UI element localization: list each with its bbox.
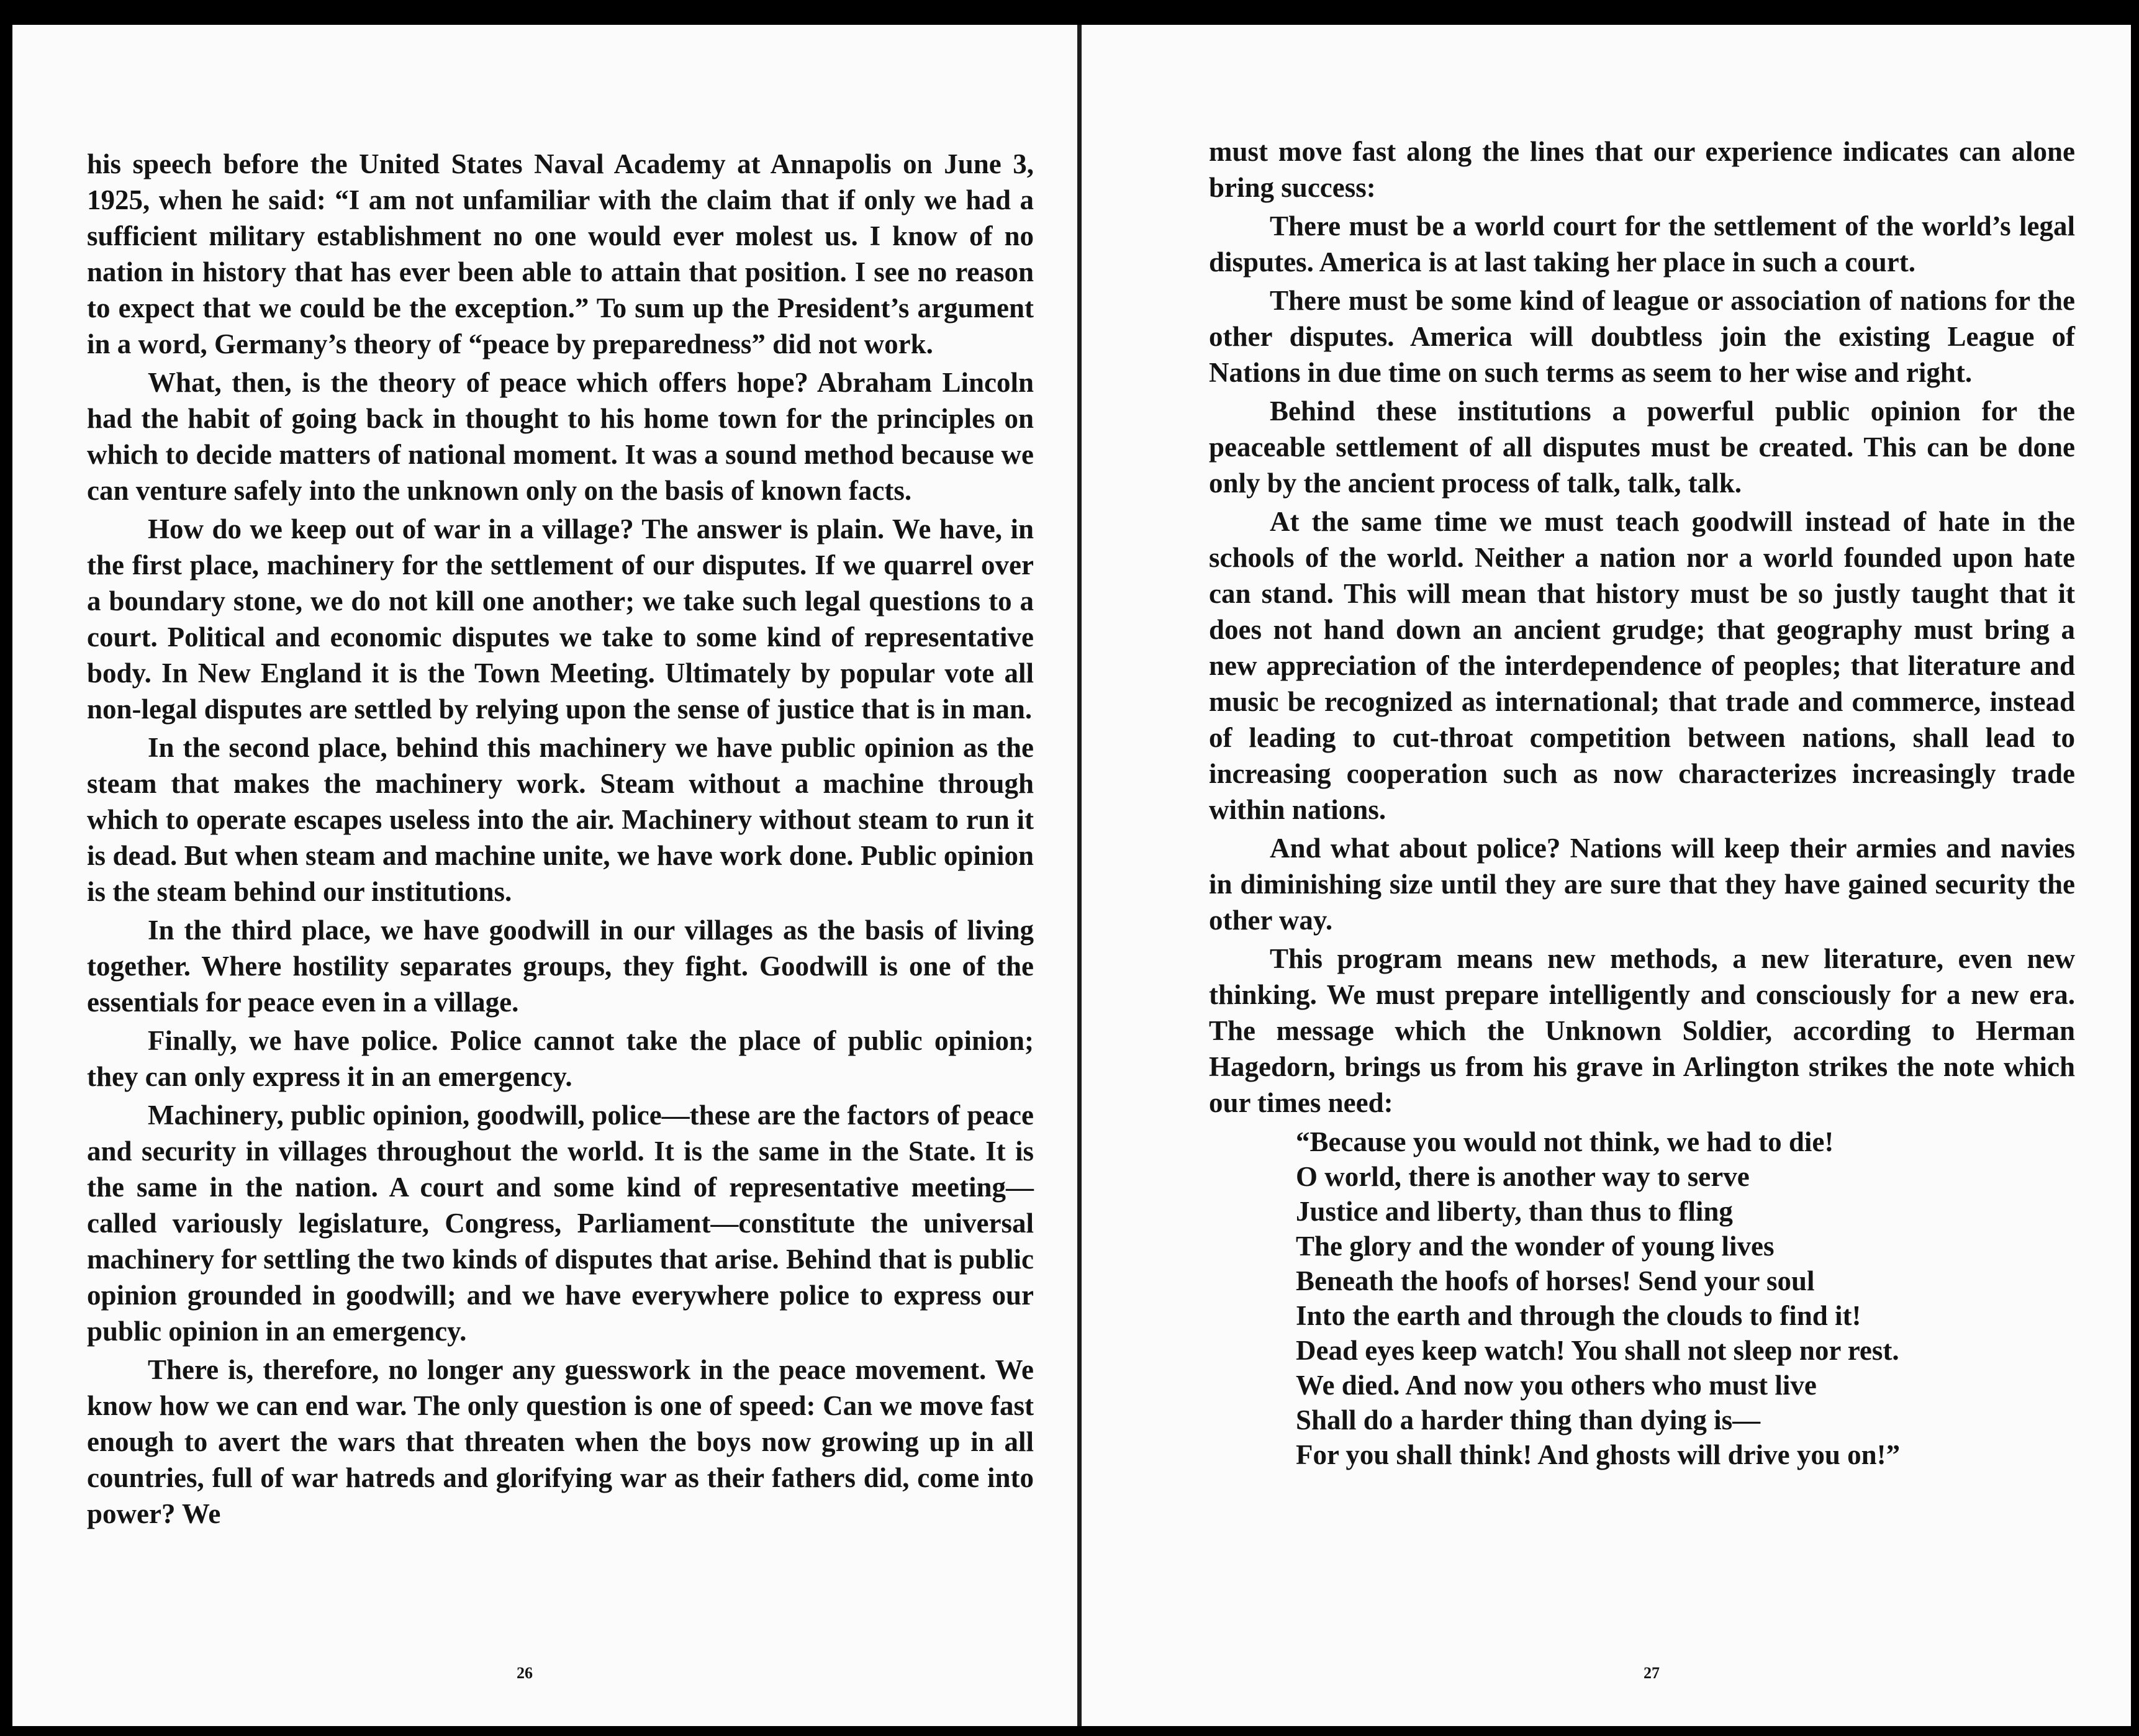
paragraph: There is, therefore, no longer any guesswork in the peace movement. We know how we can end war. The only question is one of speed: Can we move fast enough to avert the wars that threaten when the boys now growing up in all countries, full of war hatreds and glorifying war as their fathers did, come into power? We	[87, 1354, 1034, 1529]
paragraph: What, then, is the theory of peace which offers hope? Abraham Lincoln had the habit of going back in thought to his home town for the principles on which to decide matters of national moment. It was a sound method because we can venture safely into the unknown only on the basis of known facts.	[87, 367, 1034, 506]
paragraph: How do we keep out of war in a village? The answer is plain. We have, in the first place, machinery for the settlement of our disputes. If we quarrel over a boundary stone, we do not kill one another; we take such legal questions to a court. Political and economic disputes we take to some kind of representative body. In New England it is the Town Meeting. Ultimately by popular vote all non-legal disputes are settled by relying upon the sense of justice that is in man.	[87, 513, 1034, 725]
paragraph: And what about police? Nations will keep their armies and navies in diminishing size until they are sure that they have gained security the other way.	[1209, 833, 2075, 936]
page-number: 26	[517, 1664, 533, 1682]
right-page-text	[1209, 133, 2075, 1472]
poem-line: The glory and the wonder of young lives	[1296, 1231, 1775, 1262]
poem	[1296, 1124, 2075, 1472]
poem-line: “Because you would not think, we had to die!	[1296, 1126, 1834, 1157]
left-page	[12, 25, 1077, 1726]
paragraph: must move fast along the lines that our experience indicates can alone bring success:	[1209, 136, 2075, 203]
paragraph: Behind these institutions a powerful public opinion for the peaceable settlement of all disputes must be created. This can be done only by the ancient process of talk, talk, talk.	[1209, 396, 2075, 499]
paragraph: There must be some kind of league or association of nations for the other disputes. America will doubtless join the existing League of Nations in due time on such terms as seem to her wise and right.	[1209, 285, 2075, 388]
paragraph: At the same time we must teach goodwill instead of hate in the schools of the world. Neither a nation nor a world founded upon hate can stand. This will mean that history must be so justly taught that it does not hand down an ancient grudge; that geography must bring a new appreciation of the interdependence of peoples; that literature and music be recognized as international; that trade and commerce, instead of leading to cut-throat competition between nations, shall lead to increasing cooperation such as now characterizes increasingly trade within nations.	[1209, 506, 2075, 825]
paragraph: Finally, we have police. Police cannot take the place of public opinion; they can only express it in an emergency.	[87, 1025, 1034, 1092]
poem-line: We died. And now you others who must live	[1296, 1370, 1817, 1401]
paragraph: his speech before the United States Naval Academy at Annapolis on June 3, 1925, when he said: “I am not unfamiliar with the claim that if only we had a sufficient military establishment no one would ever molest us. I know of no nation in history that has ever been able to attain that position. I see no reason to expect that we could be the exception.” To sum up the President’s argument in a word, Germany’s theory of “peace by preparedness” did not work.	[87, 148, 1034, 359]
paragraph: Machinery, public opinion, goodwill, police—these are the factors of peace and security in villages throughout the world. It is the same in the State. It is the same in the nation. A court and some kind of representative meeting—called variously legislature, Congress, Parliament—constitute the universal machinery for settling the two kinds of disputes that arise. Behind that is public opinion grounded in goodwill; and we have everywhere police to express our public opinion in an emergency.	[87, 1100, 1034, 1347]
left-page-text	[87, 146, 1034, 1532]
poem-line: O world, there is another way to serve	[1296, 1161, 1750, 1192]
paragraph: This program means new methods, a new literature, even new thinking. We must prepare intelligently and consciously for a new era. The message which the Unknown Soldier, according to Herman Hagedorn, brings us from his grave in Arlington strikes the note which our times need:	[1209, 943, 2075, 1118]
poem-line: Into the earth and through the clouds to find it!	[1296, 1300, 1861, 1331]
poem-line: Beneath the hoofs of horses! Send your soul	[1296, 1265, 1815, 1296]
page-number: 27	[1644, 1664, 1660, 1682]
paragraph: In the second place, behind this machinery we have public opinion as the steam that makes the machinery work. Steam without a machine through which to operate escapes useless into the air. Machinery without steam to run it is dead. But when steam and machine unite, we have work done. Public opinion is the steam behind our institutions.	[87, 732, 1034, 907]
poem-line: For you shall think! And ghosts will drive you on!”	[1296, 1439, 1901, 1470]
paragraph: There must be a world court for the settlement of the world’s legal disputes. America is at last taking her place in such a court.	[1209, 210, 2075, 278]
poem-line: Justice and liberty, than thus to fling	[1296, 1196, 1733, 1227]
book-gutter	[1077, 25, 1082, 1726]
right-page	[1082, 25, 2131, 1726]
poem-line: Dead eyes keep watch! You shall not sleep nor rest.	[1296, 1335, 1899, 1366]
poem-line: Shall do a harder thing than dying is—	[1296, 1404, 1761, 1435]
paragraph: In the third place, we have goodwill in our villages as the basis of living together. Where hostility separates groups, they fight. Goodwill is one of the essentials for peace even in a village.	[87, 915, 1034, 1018]
